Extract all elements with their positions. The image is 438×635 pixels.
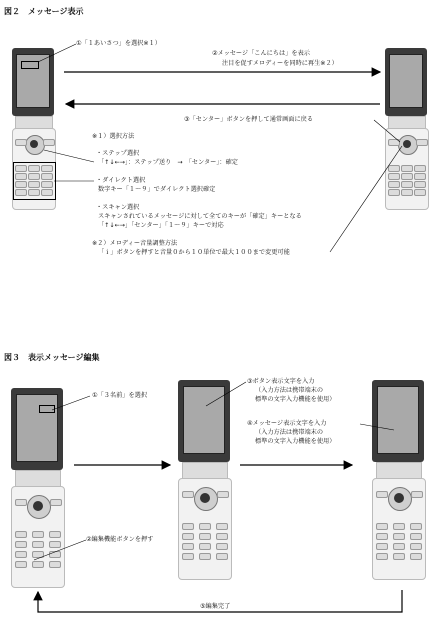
note1-scan-body1: スキャンされているメッセージに対して全てのキーが「確定」キーとなる [98,213,302,220]
note2-title: ※２）メロディー音量調整方法 [92,240,178,247]
note1-scan-body2: 「↑↓←→」「センター」「１～９」キーで対応 [98,222,224,229]
fig3-step3-sub2: 標準の文字入力機能を使用） [255,396,336,403]
leader-volume [330,146,402,252]
fig2-step3-label: ③「センター」ボタンを押して通常画面に戻る [184,116,314,123]
note1-step-heading: ・ステップ選択 [96,150,140,157]
note2-body: 「ｉ」ボタンを押すと音量０から１０単位で最大１００まで変更可能 [98,249,290,256]
leader-fig3-step3 [206,382,246,406]
leader-fig3-step1 [52,396,90,410]
note1-step-body: 「↑↓←→」：ステップ送り → 「センター」：確定 [98,159,238,166]
note1-title: ※１）選択方法 [92,133,135,140]
fig3-step4-sub2: 標準の文字入力機能を使用） [255,438,336,445]
figure3-title: 図３ 表示メッセージ編集 [4,353,100,362]
fig3-step1-label: ①「３名前」を選択 [92,392,148,399]
fig2-step2-sublabel: 注目を促すメロディーを同時に再生※２） [222,60,338,67]
fig3-step2-label: ②編集機能ボタンを押す [86,536,154,543]
note1-scan-heading: ・スキャン選択 [96,204,140,211]
note1-direct-heading: ・ダイレクト選択 [96,177,146,184]
fig3-step5-label: ⑤編集完了 [200,603,231,610]
leader-step-select [44,150,94,162]
figure2-title: 図２ メッセージ表示 [4,7,84,16]
fig3-step3-label: ③ボタン表示文字を入力 [247,378,315,385]
fig3-return-arrow [38,590,402,612]
leader-step3 [374,120,400,142]
fig2-step2-label: ②メッセージ「こんにちは」を表示 [212,50,310,57]
leader-fig3-step2 [34,540,86,560]
note1-direct-body: 数字キー「１～９」でダイレクト選択確定 [98,186,216,193]
leader-fig3-step4 [360,424,394,430]
fig2-step1-label: ①「１あいさつ」を選択※１） [76,40,161,47]
fig3-step4-label: ④メッセージ表示文字を入力 [247,420,327,427]
fig3-step3-sub1: （入力方法は携帯端末の [255,387,324,394]
leader-step1 [38,44,76,62]
fig3-step4-sub1: （入力方法は携帯端末の [255,429,324,436]
